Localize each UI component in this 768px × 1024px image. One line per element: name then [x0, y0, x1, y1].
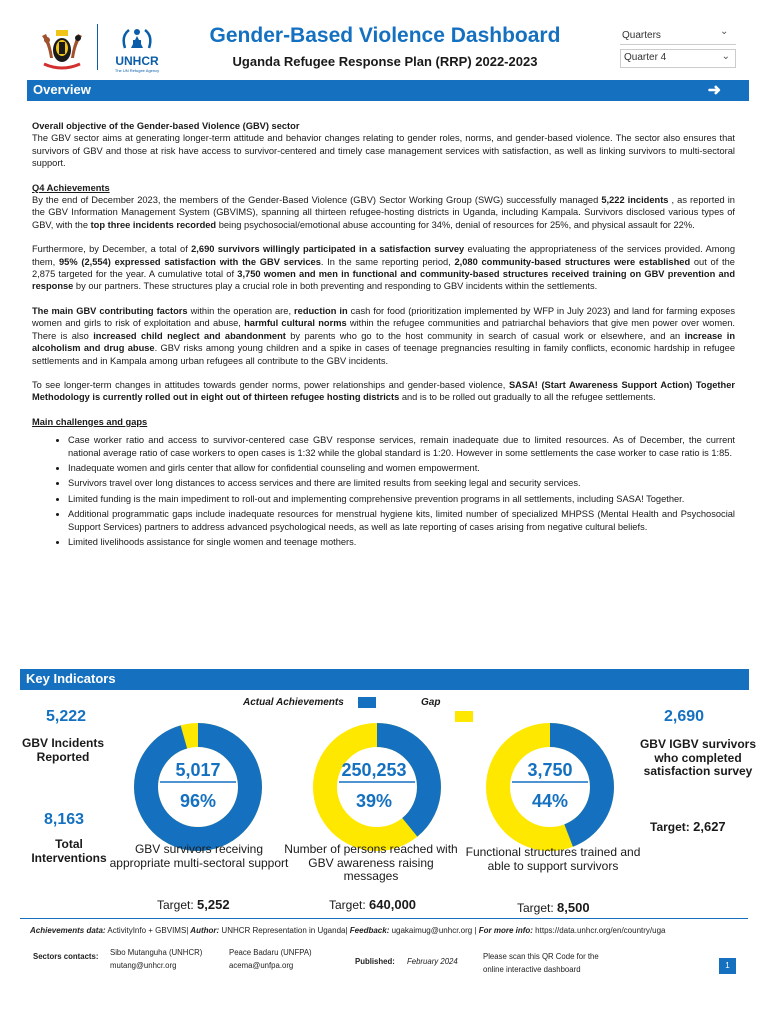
target-value: 8,500 [557, 900, 590, 915]
donut-center-value: 250,253 [341, 760, 407, 780]
survey-label: GBV IGBV survivors who completed satisfaction survey [639, 737, 757, 778]
unhcr-logo-subtext: The UN Refugee Agency [114, 68, 160, 73]
quarters-filter-label: Quarters [622, 30, 661, 41]
contact-1-email[interactable]: mutang@unhcr.org [110, 961, 177, 970]
footer-divider [20, 918, 748, 919]
target-structures [517, 900, 590, 915]
footer-more-info-label: For more info: [476, 926, 533, 935]
footer-feedback-label: Feedback: [347, 926, 390, 935]
donut-center-percent: 44% [531, 791, 569, 811]
overview-section-bar [27, 80, 749, 101]
footer-more-info-link[interactable]: https://data.unhcr.org/en/country/uga [532, 926, 666, 935]
filter-divider [620, 44, 736, 45]
legend-actual-swatch [358, 697, 376, 708]
footer-author-value: UNHCR Representation in Uganda| [219, 926, 348, 935]
page-subtitle: Uganda Refugee Response Plan (RRP) 2022-2023 [232, 54, 538, 69]
donut-center-percent: 39% [355, 791, 393, 811]
donut-center-value: 5,017 [175, 760, 221, 780]
legend-gap-swatch [455, 711, 473, 722]
chevron-down-icon: ⌄ [721, 51, 730, 62]
challenge-item: • Inadequate women and girls center that allow for confidential counseling and women empowerment. [68, 462, 735, 474]
q4-paragraph-2: Furthermore, by December, a total of 2,690 survivors willingly participated in a satisfaction survey evaluating the appropriateness of the services provided. Among them, 95% (2,554) expressed satisfaction with the GBV services. In the same reporting period, 2,080 community-based structures were established out of the 2,875 targeted for the year. A cumulative total of 3,750 women and men in functional and community-based structures received training on GBV prevention and response by our partners. These structures play a crucial role in both preventing and responding to GBV incidents within the settlements. [32, 244, 736, 292]
target-label: Target: [517, 901, 554, 915]
arrow-right-icon[interactable]: ➜ [707, 82, 721, 99]
unhcr-logo-text: UNHCR [115, 54, 159, 68]
challenges-list [68, 434, 735, 548]
qr-note [483, 950, 599, 976]
contact-2-email[interactable]: acema@unfpa.org [229, 961, 294, 970]
published-date: February 2024 [407, 957, 458, 966]
qr-note-line-2: online interactive dashboard [483, 965, 581, 974]
contact-2 [229, 946, 312, 972]
qr-note-line-1: Please scan this QR Code for the [483, 952, 599, 961]
donut-actual-arc [146, 735, 250, 839]
footer-sources [30, 926, 750, 935]
donut-caption-support: GBV survivors receiving appropriate multi-sectoral support [109, 842, 289, 870]
donut-chart-awareness [311, 721, 443, 853]
donut-caption-awareness: Number of persons reached with GBV awareness raising messages [284, 842, 458, 883]
target-survey [650, 819, 726, 834]
challenge-item: • Case worker ratio and access to survivor-centered case GBV response services, remain inadequate due to limited resources. As of December, the current national average ratio of case workers to open cases is 1:32 while the global standard is 1:20. However in some settlements the case worker to case ratio is 1:85. [68, 434, 735, 459]
objective-heading: Overall objective of the Gender-based Violence (GBV) sector [32, 121, 300, 131]
interventions-label: Total Interventions [31, 837, 107, 865]
quarter-select[interactable] [620, 49, 736, 68]
sector-contacts-label: Sectors contacts: [33, 952, 99, 961]
q4-paragraph-3: The main GBV contributing factors within the operation are, reduction in cash for food (prioritization implemented by WFP in July 2023) and land for farming exposes women and girls to risk of exploitation and abuse, harmful cultural norms within the refugee communities and patriarchal behaviors that give men power over women. There is also increased child neglect and abandonment by parents who go to the host community in search of casual work or elsewhere, and an increase in alcoholism and drug abuse. GBV risks among young children and a spike in cases of teenage pregnancies resulting in family conflicts, economic hardship in refugee settlements and in Kampala among urban refugees all contribute to the GBV incidents. [32, 305, 736, 366]
challenge-item: • Limited funding is the main impediment to roll-out and implementing comprehensive prevention programs in all settlements, including SASA! Together. [68, 493, 735, 505]
contact-1 [110, 946, 202, 972]
donut-caption-structures: Functional structures trained and able to support survivors [465, 845, 641, 873]
footer-achievements-label: Achievements data: [30, 926, 106, 935]
overview-content [32, 120, 735, 551]
quarter-select-value: Quarter 4 [624, 52, 667, 63]
page-number: 1 [719, 958, 736, 974]
challenges-heading: Main challenges and gaps [32, 416, 148, 427]
legend-actual-label: Actual Achievements [243, 697, 344, 708]
target-support [157, 897, 230, 912]
logo-divider [97, 24, 98, 70]
footer-author-label: Author: [188, 926, 220, 935]
q4-heading: Q4 Achievements [32, 182, 110, 193]
chevron-down-icon[interactable]: ⌄ [720, 26, 729, 37]
incidents-label: GBV Incidents Reported [21, 736, 104, 764]
challenge-item: • Survivors travel over long distances to access services and there are limited results from seeking legal and security services. [68, 477, 735, 489]
unhcr-emblem-icon [107, 22, 167, 54]
donut-chart-support [132, 721, 264, 853]
target-label: Target: [157, 898, 194, 912]
unhcr-logo [107, 22, 167, 74]
interventions-value: 8,163 [43, 811, 85, 828]
published-label: Published: [355, 957, 395, 966]
target-value: 5,252 [197, 897, 230, 912]
footer-achievements-value: ActivityInfo + GBVIMS| [105, 926, 189, 935]
key-indicators-section-bar [20, 669, 749, 690]
contact-1-name: Sibo Mutanguha (UNHCR) [110, 948, 203, 957]
uganda-coat-of-arms-logo [34, 26, 90, 74]
key-indicators-title: Key Indicators [26, 671, 116, 686]
page-header [0, 0, 768, 82]
overview-title: Overview [33, 82, 91, 97]
target-label: Target: [650, 820, 690, 834]
footer-feedback-email[interactable]: ugakaimug@unhcr.org | [389, 926, 477, 935]
survey-value: 2,690 [663, 708, 705, 725]
challenge-item: • Additional programmatic gaps include inadequate resources for menstrual hygiene kits, limited number of specialized MHPSS (Mental Health and Psychosocial Support Services) partners to address advanced psychological needs, as well as late reporting of cases arising from negative cultural beliefs. [68, 508, 735, 533]
target-value: 2,627 [693, 819, 726, 834]
donut-center-value: 3,750 [527, 760, 573, 780]
challenge-item: • Limited livelihoods assistance for single women and teenage mothers. [68, 536, 735, 548]
donut-chart-structures [484, 721, 616, 853]
contact-2-name: Peace Badaru (UNFPA) [229, 948, 312, 957]
objective-text: The GBV sector aims at generating longer-term attitude and behavior changes relating to gender roles, norms, and gender-based violence. The sector also ensures that survivors of GBV and those at risk have access to survivor-centered and timely case management services with satisfaction, as well as linking survivors to multi-sectoral support. [32, 133, 735, 169]
donut-center-percent: 96% [179, 791, 217, 811]
target-value: 640,000 [369, 897, 417, 912]
page-title: Gender-Based Violence Dashboard [209, 24, 561, 47]
q4-paragraph-1: By the end of December 2023, the members of the Gender-Based Violence (GBV) Sector Working Group (SWG) successfully managed 5,222 incidents , as reported in the GBV Information Management System (GBVIMS), spanning all thirteen refugee-hosting districts in Uganda, including Kampala. Survivors disclosed various types of GBV, with the top three incidents recorded being psychosocial/emotional abuse accounting for 34%, denial of resources for 25%, and physical assault for 22%. [32, 195, 735, 230]
q4-paragraph-4: To see longer-term changes in attitudes towards gender norms, power relationships and gender-based violence, SASA! (Start Awareness Support Action) Together Methodology is currently rolled out in eight out of thirteen refugee hosting districts and is to be rolled out gradually to all the refugee settlements. [32, 379, 735, 403]
target-awareness [329, 897, 416, 912]
legend-gap-label: Gap [421, 697, 441, 708]
incidents-value: 5,222 [45, 708, 87, 725]
target-label: Target: [329, 898, 366, 912]
